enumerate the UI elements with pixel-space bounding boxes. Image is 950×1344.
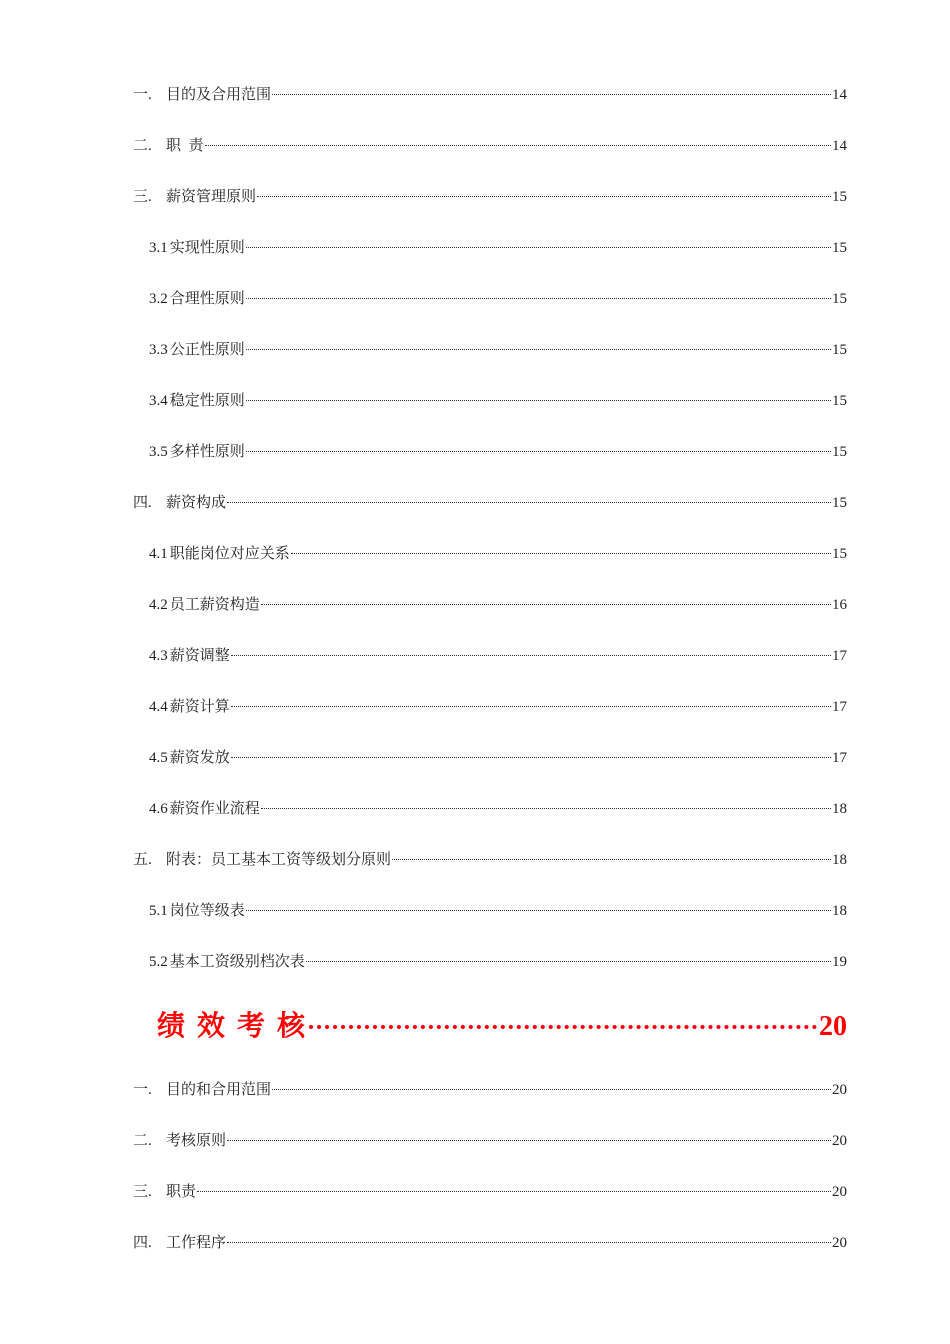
- toc-subentry[interactable]: [149, 949, 847, 975]
- toc-entry-page: 14: [832, 138, 847, 154]
- toc-subentry[interactable]: [149, 898, 847, 924]
- toc-entry[interactable]: [133, 184, 847, 210]
- toc-entry-title: 岗位等级表: [169, 903, 245, 919]
- toc-dot-leader: [231, 706, 831, 707]
- toc-entry-page: 15: [832, 444, 847, 460]
- toc-entry-number: 一.: [133, 1082, 152, 1098]
- toc-entry-title: 附表：员工基本工资等级划分原则: [166, 852, 392, 868]
- toc-entry-number: 3.5: [149, 444, 168, 460]
- toc-entry[interactable]: [133, 82, 847, 108]
- toc-entry-title: 稳定性原则: [169, 393, 245, 409]
- toc-subentry[interactable]: [149, 235, 847, 261]
- toc-entry-title: 薪资作业流程: [169, 801, 260, 817]
- toc-entry-page: 15: [832, 240, 847, 256]
- toc-dot-leader: [231, 757, 831, 758]
- toc-entry[interactable]: [133, 1128, 847, 1154]
- toc-dot-leader: [227, 1140, 831, 1141]
- toc-subentry[interactable]: [149, 592, 847, 618]
- toc-entry-page: 19: [832, 954, 847, 970]
- toc-entry-number: 四.: [133, 495, 152, 511]
- toc-entry-page: 18: [832, 903, 847, 919]
- toc-entry-title: 基本工资级别档次表: [169, 954, 305, 970]
- toc-entry-title: 考核原则: [166, 1133, 227, 1149]
- toc-dot-leader: [246, 910, 831, 911]
- toc-dot-leader: [227, 1242, 831, 1243]
- toc-entry-number: 3.1: [149, 240, 168, 256]
- toc-subentry[interactable]: [149, 745, 847, 771]
- toc-entry[interactable]: [133, 1230, 847, 1256]
- toc-entry-number: 4.1: [149, 546, 168, 562]
- toc-entry-page: 20: [832, 1184, 847, 1200]
- toc-entry-title: 目的和合用范围: [166, 1082, 272, 1098]
- toc-entry-number: 4.2: [149, 597, 168, 613]
- section-heading-performance[interactable]: [157, 1006, 847, 1048]
- toc-entry-number: 3.2: [149, 291, 168, 307]
- toc-entry[interactable]: [133, 133, 847, 159]
- toc-entry-title: 职责: [166, 1184, 197, 1200]
- toc-entry-page: 20: [832, 1235, 847, 1251]
- toc-dot-leader: [261, 604, 831, 605]
- toc-entry-page: 18: [832, 852, 847, 868]
- toc-entry-number: 二.: [133, 1133, 152, 1149]
- toc-entry-title: 薪资调整: [169, 648, 230, 664]
- toc-entry-number: 三.: [133, 189, 152, 205]
- toc-entry-number: 5.1: [149, 903, 168, 919]
- toc-entry-page: 15: [832, 495, 847, 511]
- section-heading-dot-leader: [309, 1025, 817, 1029]
- toc-entry-number: 二.: [133, 138, 152, 154]
- toc-entry-page: 14: [832, 87, 847, 103]
- toc-subentry[interactable]: [149, 439, 847, 465]
- toc-entry-title: 薪资构成: [166, 495, 227, 511]
- toc-dot-leader: [306, 961, 831, 962]
- toc-entry-title: 工作程序: [166, 1235, 227, 1251]
- toc-dot-leader: [257, 196, 831, 197]
- toc-entry-page: 16: [832, 597, 847, 613]
- toc-entry-number: 5.2: [149, 954, 168, 970]
- toc-entry-title: 多样性原则: [169, 444, 245, 460]
- toc-subentry[interactable]: [149, 388, 847, 414]
- toc-entry-number: 3.4: [149, 393, 168, 409]
- toc-entry-number: 三.: [133, 1184, 152, 1200]
- toc-entry-page: 15: [832, 189, 847, 205]
- toc-entry[interactable]: [133, 847, 847, 873]
- toc-entry-title: 职 责: [166, 138, 204, 154]
- toc-entry-page: 20: [832, 1082, 847, 1098]
- toc-entry-title: 员工薪资构造: [169, 597, 260, 613]
- toc-entry[interactable]: [133, 1179, 847, 1205]
- toc-entry-page: 15: [832, 546, 847, 562]
- toc-entry-title: 薪资计算: [169, 699, 230, 715]
- toc-dot-leader: [205, 145, 831, 146]
- toc-entry-number: 4.4: [149, 699, 168, 715]
- toc-entry-number: 4.6: [149, 801, 168, 817]
- toc-entry-title: 合理性原则: [169, 291, 245, 307]
- toc-subentry[interactable]: [149, 694, 847, 720]
- toc-dot-leader: [272, 94, 831, 95]
- toc-entry[interactable]: [133, 490, 847, 516]
- toc-dot-leader: [227, 502, 831, 503]
- toc-entry-page: 20: [832, 1133, 847, 1149]
- section-heading-page: 20: [819, 1011, 847, 1042]
- toc-entry-number: 4.5: [149, 750, 168, 766]
- toc-entry-title: 薪资管理原则: [166, 189, 257, 205]
- toc-dot-leader: [246, 451, 831, 452]
- toc-entry-page: 17: [832, 699, 847, 715]
- toc-dot-leader: [246, 247, 831, 248]
- toc-entry-title: 公正性原则: [169, 342, 245, 358]
- toc-dot-leader: [246, 349, 831, 350]
- toc-subentry[interactable]: [149, 337, 847, 363]
- section-heading-title: 绩效考核: [157, 1011, 318, 1042]
- toc-entry-number: 五.: [133, 852, 152, 868]
- toc-entry-page: 17: [832, 648, 847, 664]
- toc-subentry[interactable]: [149, 541, 847, 567]
- toc-entry-page: 15: [832, 291, 847, 307]
- toc-dot-leader: [246, 400, 831, 401]
- toc-entry-title: 实现性原则: [169, 240, 245, 256]
- toc-entry-title: 目的及合用范围: [166, 87, 272, 103]
- toc-subentry[interactable]: [149, 643, 847, 669]
- toc-entry-page: 18: [832, 801, 847, 817]
- toc-dot-leader: [197, 1191, 831, 1192]
- toc-dot-leader: [291, 553, 831, 554]
- toc-entry-number: 4.3: [149, 648, 168, 664]
- toc-entry-page: 15: [832, 393, 847, 409]
- toc-subentry[interactable]: [149, 796, 847, 822]
- toc-entry-title: 职能岗位对应关系: [169, 546, 290, 562]
- toc-entry-number: 一.: [133, 87, 152, 103]
- toc-dot-leader: [246, 298, 831, 299]
- toc-entry-number: 3.3: [149, 342, 168, 358]
- toc-entry-title: 薪资发放: [169, 750, 230, 766]
- toc-dot-leader: [231, 655, 831, 656]
- toc-entry[interactable]: [133, 1077, 847, 1103]
- toc-dot-leader: [392, 859, 831, 860]
- toc-subentry[interactable]: [149, 286, 847, 312]
- toc-entry-number: 四.: [133, 1235, 152, 1251]
- toc-entry-page: 15: [832, 342, 847, 358]
- toc-dot-leader: [272, 1089, 831, 1090]
- toc-dot-leader: [261, 808, 831, 809]
- toc-entry-page: 17: [832, 750, 847, 766]
